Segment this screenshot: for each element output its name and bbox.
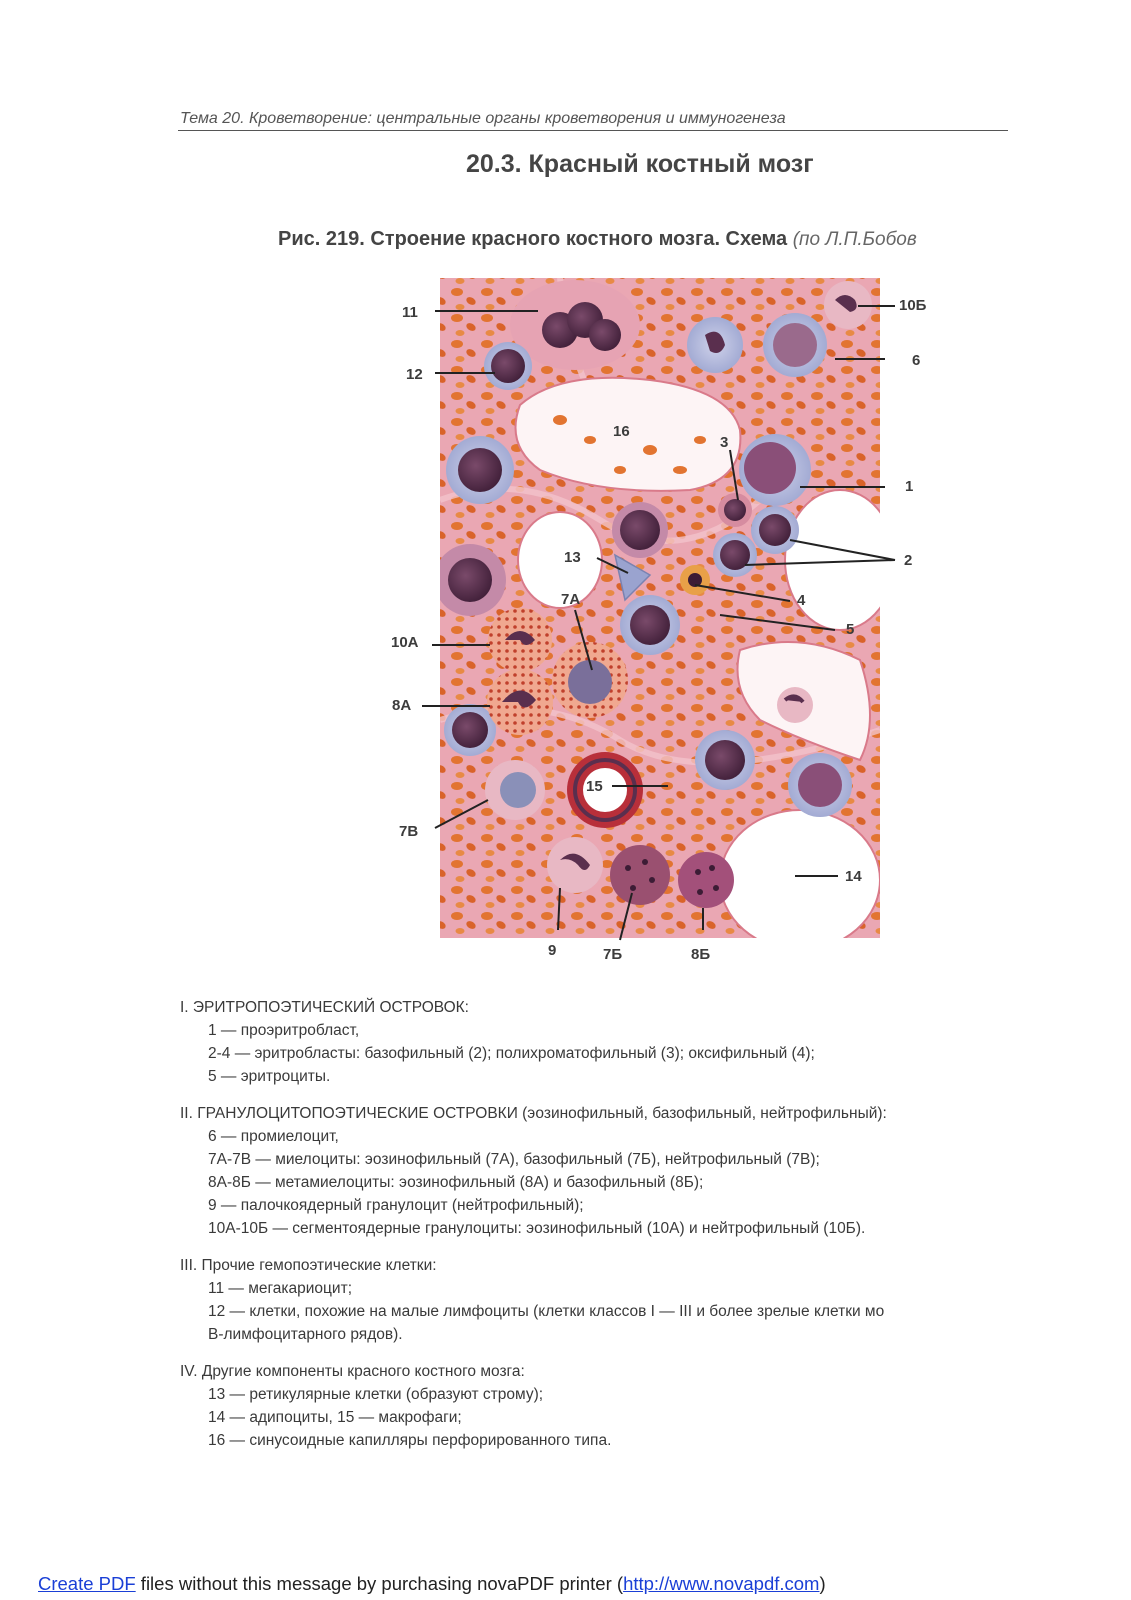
label-16: 16 [613,423,630,440]
legend-item: 10А-10Б — сегментоядерные гранулоциты: эозинофильный (10А) и нейтрофильный (10Б). [208,1220,866,1237]
label-7a: 7А [561,591,581,608]
legend-item: 12 — клетки, похожие на малые лимфоциты (клетки классов I — III и более зрелые клетки мо [208,1303,885,1320]
footer-text-end: ) [819,1573,826,1594]
novapdf-link[interactable]: http://www.novapdf.com [623,1573,820,1594]
label-4: 4 [797,592,806,609]
pdf-footer [38,1573,826,1595]
legend-item: 16 — синусоидные капилляры перфорированного типа. [208,1432,612,1449]
legend-item: 5 — эритроциты. [208,1068,331,1085]
legend-group-erythropoietic [180,996,1020,1088]
legend-heading: I. ЭРИТРОПОЭТИЧЕСКИЙ ОСТРОВОК: [180,999,469,1016]
legend-item: 7А-7В — миелоциты: эозинофильный (7А), базофильный (7Б), нейтрофильный (7В); [208,1151,820,1168]
label-3: 3 [720,434,729,451]
legend-item: 8А-8Б — метамиелоциты: эозинофильный (8А) и базофильный (8Б); [208,1174,704,1191]
figure-author: (по Л.П.Бобов [792,229,917,250]
create-pdf-link[interactable]: Create PDF [38,1573,136,1594]
legend-item: 1 — проэритробласт, [208,1022,360,1039]
legend-group-other-components [180,1360,1020,1452]
legend-item: 2-4 — эритробласты: базофильный (2); полихроматофильный (3); оксифильный (4); [208,1045,815,1062]
label-8b: 8Б [691,946,711,963]
label-7b: 7Б [603,946,623,963]
label-15: 15 [586,778,603,795]
legend-item: В-лимфоцитарного рядов). [208,1326,403,1343]
legend-item: 13 — ретикулярные клетки (образуют строму); [208,1386,544,1403]
legend-item: 6 — промиелоцит, [208,1128,339,1145]
label-2: 2 [904,552,913,569]
label-11: 11 [402,304,418,321]
label-9: 9 [548,942,557,959]
label-7v: 7В [399,823,419,840]
label-6: 6 [912,352,921,369]
label-8a: 8А [392,697,412,714]
section-title: 20.3. Красный костный мозг [466,150,814,178]
legend-heading: III. Прочие гемопоэтические клетки: [180,1257,437,1274]
figure-caption-text: Рис. 219. Строение красного костного мозга. Схема [278,228,788,250]
running-header: Тема 20. Кроветворение: центральные органы кроветворения и иммуногенеза [180,110,786,127]
figure-legend [180,996,1020,1466]
legend-heading: IV. Другие компоненты красного костного мозга: [180,1363,525,1380]
legend-group-other-hematopoietic [180,1254,1020,1346]
label-5: 5 [846,621,855,638]
label-10b: 10Б [899,297,927,314]
label-13: 13 [564,549,581,566]
footer-text: files without this message by purchasing novaPDF printer ( [135,1573,624,1594]
label-10a: 10А [391,634,419,651]
legend-group-granulocytopoietic [180,1102,1020,1240]
label-12: 12 [406,366,423,383]
legend-item: 11 — мегакариоцит; [208,1280,352,1297]
label-1: 1 [905,478,914,495]
label-14: 14 [845,868,862,885]
legend-heading: II. ГРАНУЛОЦИТОПОЭТИЧЕСКИЕ ОСТРОВКИ (эозинофильный, базофильный, нейтрофильный): [180,1105,887,1122]
legend-item: 14 — адипоциты, 15 — макрофаги; [208,1409,462,1426]
legend-item: 9 — палочкоядерный гранулоцит (нейтрофильный); [208,1197,584,1214]
